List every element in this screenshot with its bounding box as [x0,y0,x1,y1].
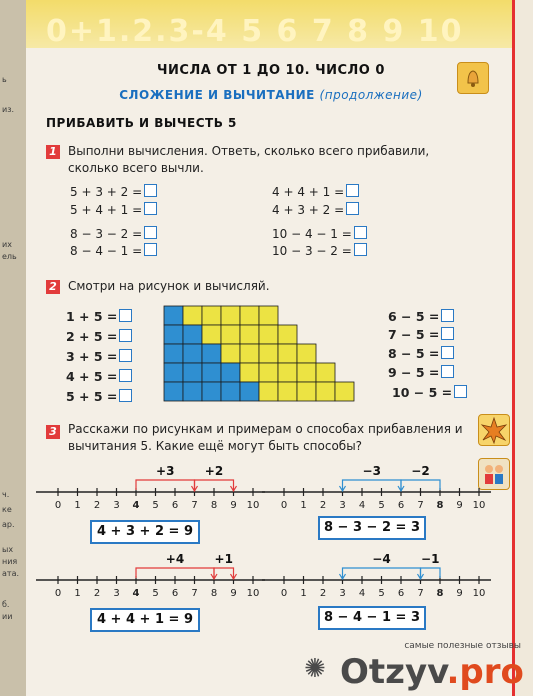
blue-cube [240,382,259,401]
watermark [296,640,533,696]
jump-arc [136,480,195,490]
expression: 4 + 3 + 2 = [272,202,359,217]
tick-label: 6 [171,500,179,511]
expression: 10 − 4 − 1 = [272,226,367,241]
tick-label: 8 [436,588,444,599]
task-text: Выполни вычисления. Ответь, сколько всего прибавили, сколько всего вычли. [68,144,430,175]
jump-label: +4 [165,552,185,566]
blue-cube [221,382,240,401]
blue-cube [164,325,183,344]
tick-label: 5 [378,588,385,599]
tick-label: 2 [93,588,101,599]
blue-cube [221,363,240,382]
yellow-cube [240,344,259,363]
strip-text: их [2,240,12,249]
right-margin [515,0,533,696]
expression: 5 + 3 + 2 = [70,184,157,199]
subtitle-note: (продолжение) [319,88,423,102]
tick-label: 9 [230,588,237,599]
yellow-cube [183,306,202,325]
cube-grid [164,306,364,402]
expression: 7 − 5 = [388,327,454,342]
tick-label: 10 [246,500,260,511]
tick-label: 6 [171,588,179,599]
yellow-cube [202,306,221,325]
tick-label: 4 [358,500,366,511]
tick-label: 10 [472,588,486,599]
strip-text: ата. [2,569,20,578]
tick-label: 2 [319,588,327,599]
bell-icon [457,62,489,94]
jump-label: −3 [362,464,381,478]
expression: 5 + 4 + 1 = [70,202,157,217]
jump-arc [421,568,441,578]
header-band [26,0,516,48]
tick-label: 1 [74,500,81,511]
answer-box: 4 + 4 + 1 = 9 [90,608,200,632]
expression: 2 + 5 = [66,329,132,344]
tick-label: 9 [456,500,463,511]
yellow-cube [221,344,240,363]
blue-cube [202,344,221,363]
tick-label: 0 [280,500,288,511]
strip-text: из. [2,105,14,114]
yellow-cube [240,363,259,382]
yellow-cube [316,382,335,401]
tick-label: 0 [54,588,62,599]
tick-label: 1 [300,500,307,511]
task-number: 1 [46,145,60,159]
blue-cube [202,382,221,401]
yellow-cube [297,382,316,401]
yellow-cube [278,325,297,344]
strip-text: ь [2,75,7,84]
expression: 4 + 4 + 1 = [272,184,359,199]
section-title: ПРИБАВИТЬ И ВЫЧЕСТЬ 5 [46,116,237,130]
answer-box: 4 + 3 + 2 = 9 [90,520,200,544]
yellow-cube [297,363,316,382]
tick-label: 7 [417,500,424,511]
chapter-subtitle [26,88,516,102]
expression: 4 + 5 = [66,369,132,384]
tick-label: 7 [417,588,424,599]
yellow-cube [259,382,278,401]
blue-cube [183,382,202,401]
chapter-title: ЧИСЛА ОТ 1 ДО 10. ЧИСЛО 0 [157,63,385,78]
yellow-cube [202,325,221,344]
yellow-cube [259,344,278,363]
strip-text: ии [2,612,13,621]
jump-label: −1 [421,552,440,566]
yellow-cube [278,344,297,363]
jump-label: +2 [204,464,224,478]
tick-label: 3 [339,588,346,599]
tick-label: 1 [300,588,307,599]
expression: 8 − 4 − 1 = [70,243,157,258]
number-line [32,462,260,520]
task-text: Смотри на рисунок и вычисляй. [68,279,270,293]
yellow-cube [259,363,278,382]
jump-arc [343,480,402,490]
yellow-cube [259,325,278,344]
tick-label: 3 [113,500,120,511]
tick-label: 7 [191,588,198,599]
jump-label: −4 [372,552,391,566]
expression: 1 + 5 = [66,309,132,324]
answer-box: 8 − 4 − 1 = 3 [318,606,426,630]
watermark-logo [340,652,524,692]
tick-label: 1 [74,588,81,599]
blue-cube [164,306,183,325]
jump-label: +1 [214,552,233,566]
blue-cube [183,344,202,363]
blue-cube [183,363,202,382]
expression: 10 − 5 = [392,385,467,400]
answer-box: 8 − 3 − 2 = 3 [318,516,426,540]
blue-cube [183,325,202,344]
tick-label: 4 [358,588,366,599]
tick-label: 9 [456,588,463,599]
watermark-tagline: самые полезные отзывы [404,641,521,651]
tick-label: 10 [246,588,260,599]
expression: 8 − 5 = [388,346,454,361]
children-icon [478,458,510,490]
tick-label: 5 [152,588,159,599]
tick-label: 10 [472,500,486,511]
tick-label: 3 [339,500,346,511]
tick-label: 7 [191,500,198,511]
tick-label: 2 [93,500,101,511]
tick-label: 2 [319,500,327,511]
tick-label: 3 [113,588,120,599]
logo-b: .pro [446,652,524,692]
strip-text: ния [2,557,18,566]
strip-text: б. [2,600,10,609]
strip-text: ке [2,505,12,514]
tick-label: 5 [152,500,159,511]
tick-label: 5 [378,500,385,511]
yellow-cube [240,306,259,325]
expression: 6 − 5 = [388,309,454,324]
burst-logo-icon: ✺ [304,654,326,684]
logo-a: Otzyv [340,652,447,692]
header-digits: 0+1.2.3-4 5 6 7 8 9 10 [46,14,464,49]
expression: 9 − 5 = [388,365,454,380]
yellow-cube [297,344,316,363]
tick-label: 8 [210,588,218,599]
yellow-cube [335,382,354,401]
yellow-cube [221,306,240,325]
task-text: Расскажи по рисункам и примерам о способах прибавления и вычитания 5. Какие ещё могут быть способы? [68,422,463,453]
strip-text: ч. [2,490,10,499]
yellow-cube [278,363,297,382]
number-line [258,550,486,608]
strip-text: ых [2,545,14,554]
expression: 3 + 5 = [66,349,132,364]
yellow-cube [278,382,297,401]
blue-cube [164,382,183,401]
blue-cube [164,363,183,382]
expression: 10 − 3 − 2 = [272,243,367,258]
tick-label: 8 [436,500,444,511]
expression: 5 + 5 = [66,389,132,404]
expression: 8 − 3 − 2 = [70,226,157,241]
yellow-cube [240,325,259,344]
blue-cube [202,363,221,382]
task-number: 2 [46,280,60,294]
strip-text: ель [2,252,17,261]
number-line [32,550,260,608]
textbook-page [26,0,516,696]
task-number: 3 [46,425,60,439]
yellow-cube [259,306,278,325]
tick-label: 4 [132,588,140,599]
strip-text: ар. [2,520,15,529]
yellow-cube [316,363,335,382]
tick-label: 4 [132,500,140,511]
tick-label: 6 [397,500,405,511]
jump-arc [214,568,234,578]
tick-label: 6 [397,588,405,599]
tick-label: 0 [54,500,62,511]
jump-label: +3 [156,464,175,478]
star-burst-icon [478,414,510,446]
tick-label: 9 [230,500,237,511]
tick-label: 0 [280,588,288,599]
previous-page-edge [0,0,28,696]
tick-label: 8 [210,500,218,511]
yellow-cube [221,325,240,344]
number-line [258,462,486,520]
jump-label: −2 [411,464,430,478]
subtitle-text: СЛОЖЕНИЕ И ВЫЧИТАНИЕ [119,88,315,102]
blue-cube [164,344,183,363]
